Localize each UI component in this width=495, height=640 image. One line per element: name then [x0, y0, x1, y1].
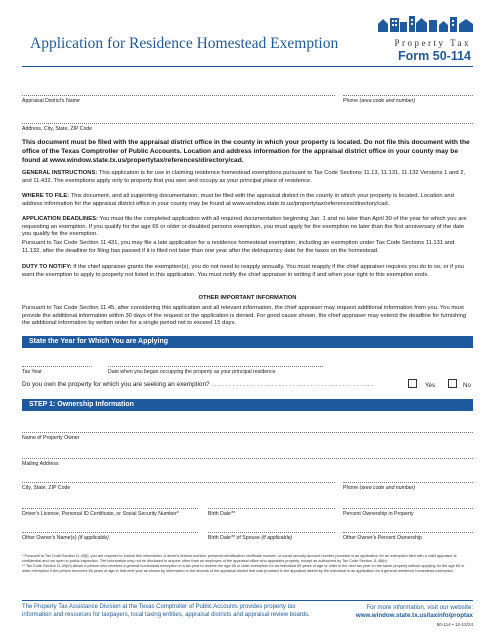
tax-year-field[interactable] [22, 366, 92, 367]
appraisal-district-field[interactable] [22, 95, 335, 96]
mailing-address-field[interactable] [22, 458, 473, 459]
where-to-file: WHERE TO FILE: This document, and all supporting documentation, must be filed with the appraisal district in the county in which your property is located. Location and address information for the appraisal district office in your county may be found at www.window.state.tx.us/propertytax/references/directory/cad. [22, 193, 454, 207]
form-title: Application for Residence Homestead Exemption [30, 35, 339, 52]
license-label: Driver's License, Personal ID Certificate, or Social Security Number* [22, 511, 179, 517]
skyline-logo [378, 15, 473, 32]
form-number: Form 50-114 [398, 49, 471, 63]
owner-phone-field[interactable] [343, 482, 473, 483]
footnote-2: ** Tax Code Section 11.43(m) allows a person who receives a general homestead exemption in a tax year to receive the age 65 or older exemption for an individual 65 years of age or older in the next tax year on the same property without applying for the age 65 or older exemption if the person becomes 65 years of age in that next year as shown by information in the records of the appraisal district that was provided to the appraisal district by the individual in an application for a general residence homestead exemption. [22, 564, 465, 573]
filing-notice: This document must be filed with the appraisal district office in the county in which your property is located. Do not file this document with the office of the Texas Comptroller of Public Accounts. Location and address information for the appraisal district office in your county may be found at www.window.state.tx.us/propertytax/references/directory/cad. [22, 139, 470, 164]
application-deadlines: APPLICATION DEADLINES: You must file the completed application with all required documentation beginning Jan. 1 and no later than April 30 of the year for which you are requesting an exemption. If you qualify for the age 65 or older or disabled persons exemption, you must apply for the exemption no later than the first anniversary of the date you qualify for the exemption. [22, 216, 467, 238]
no-checkbox[interactable] [448, 379, 457, 388]
yes-label: Yes [425, 382, 436, 389]
footer-description: The Property Tax Assistance Division at the Texas Comptroller of Public Accounts provides property tax information and resources for taxpayers, local taxing entities, appraisal districts and appraisal review boards. [22, 604, 310, 618]
other-percent-field[interactable] [343, 532, 473, 533]
other-owner-label: Other Owner's Name(s) (if applicable) [22, 535, 109, 541]
date-began-field[interactable] [108, 366, 323, 367]
property-tax-label: Property Tax [394, 38, 471, 48]
other-info-text: Pursuant to Tax Code Section 11.45, after considering this application and all relevant information, the chief appraiser may request additional information from you. You must provide the additional information within 30 days of the request or the application is denied. For good cause shown, the chief appraiser may extend the deadline for furnishing the additional information by written order for a single period not to exceed 15 days. [22, 305, 467, 327]
website-link[interactable]: www.window.state.tx.us/taxinfo/proptax [355, 612, 473, 619]
other-percent-label: Other Owner's Percent Ownership [343, 535, 422, 541]
percent-ownership-field[interactable] [343, 508, 473, 509]
address-label: Address, City, State, ZIP Code [22, 126, 93, 132]
state-year-section-bar: State the Year for Which You are Applying [22, 336, 473, 348]
date-began-label: Date when you began occupying the property as your principal residence [108, 369, 276, 375]
license-field[interactable] [22, 508, 198, 509]
late-application-info: Pursuant to Tax Code Section 11.431, you may file a late application for a residence homestead exemption, including an exemption under Tax Code Sections 11.131 and 11.132, after the deadline for filing has passed if it is filed not later than one year after the delinquency date for the taxes on the homestead. [22, 240, 455, 254]
own-property-question: Do you own the property for which you are seeking an exemption? . . . . . . . . . . . . . . . . . . . . . . . . . . . . . . . . . . . . . . . . . . . . . . [22, 381, 373, 388]
phone-label: Phone (area code and number) [343, 98, 416, 104]
owner-name-field[interactable] [22, 432, 473, 433]
footnotes [22, 554, 473, 573]
footnote-1: * Pursuant to Tax Code Section 11.43(f), you are required to furnish this information. A driver's license number, personal identification certificate number, or social security account number provided in an application for an exemption filed with a chief appraiser is confidential and not open to public inspection. The information may not be disclosed to anyone other than an employee of the appraisal office who appraises property, except as authorized by Tax Code Section 11.48(b). [22, 554, 457, 563]
city-state-zip-label: City, State, ZIP Code [22, 485, 71, 491]
owner-name-label: Name of Property Owner [22, 435, 80, 441]
footer-website [356, 604, 473, 620]
birth-date-label: Birth Date** [208, 511, 236, 517]
percent-ownership-label: Percent Ownership in Property [343, 511, 414, 517]
city-state-zip-field[interactable] [22, 482, 335, 483]
owner-phone-label: Phone (area code and number) [343, 485, 416, 491]
address-field[interactable] [22, 123, 473, 124]
footer-divider [22, 600, 473, 601]
phone-field[interactable] [343, 95, 473, 96]
header-divider [22, 66, 473, 67]
form-revision: 50-114 • 12-13/24 [436, 622, 473, 627]
yes-checkbox[interactable] [408, 379, 417, 388]
no-label: No [463, 382, 471, 389]
birth-date-field[interactable] [208, 508, 335, 509]
general-instructions: GENERAL INSTRUCTIONS: This application is for use in claiming residence homestead exemptions pursuant to Tax Code Sections 11.13, 11.131, 11.132 Versions 1 and 2, and 11.432. The exemptions apply only to property that you own and occupy as your principal place of residence. [22, 170, 466, 184]
website-intro: For more information, visit our website: [366, 604, 473, 611]
tax-year-label: Tax Year [22, 369, 42, 375]
step1-section-bar: STEP 1: Ownership Information [22, 399, 473, 411]
appraisal-district-label: Appraisal District's Name [22, 98, 80, 104]
spouse-birth-field[interactable] [208, 532, 335, 533]
mailing-address-label: Mailing Address [22, 461, 59, 467]
other-info-heading: OTHER IMPORTANT INFORMATION [198, 295, 297, 301]
duty-to-notify: DUTY TO NOTIFY: If the chief appraiser grants the exemption(s), you do not need to reapply annually. You must reapply if the chief appraiser requires you do to so, or if you want the exemption to apply to property not listed in this application. You must notify the chief appraiser in writing if and when your right to this exemption ends. [22, 264, 465, 278]
spouse-birth-label: Birth Date** of Spouse (if applicable) [208, 535, 293, 541]
other-owner-field[interactable] [22, 532, 198, 533]
